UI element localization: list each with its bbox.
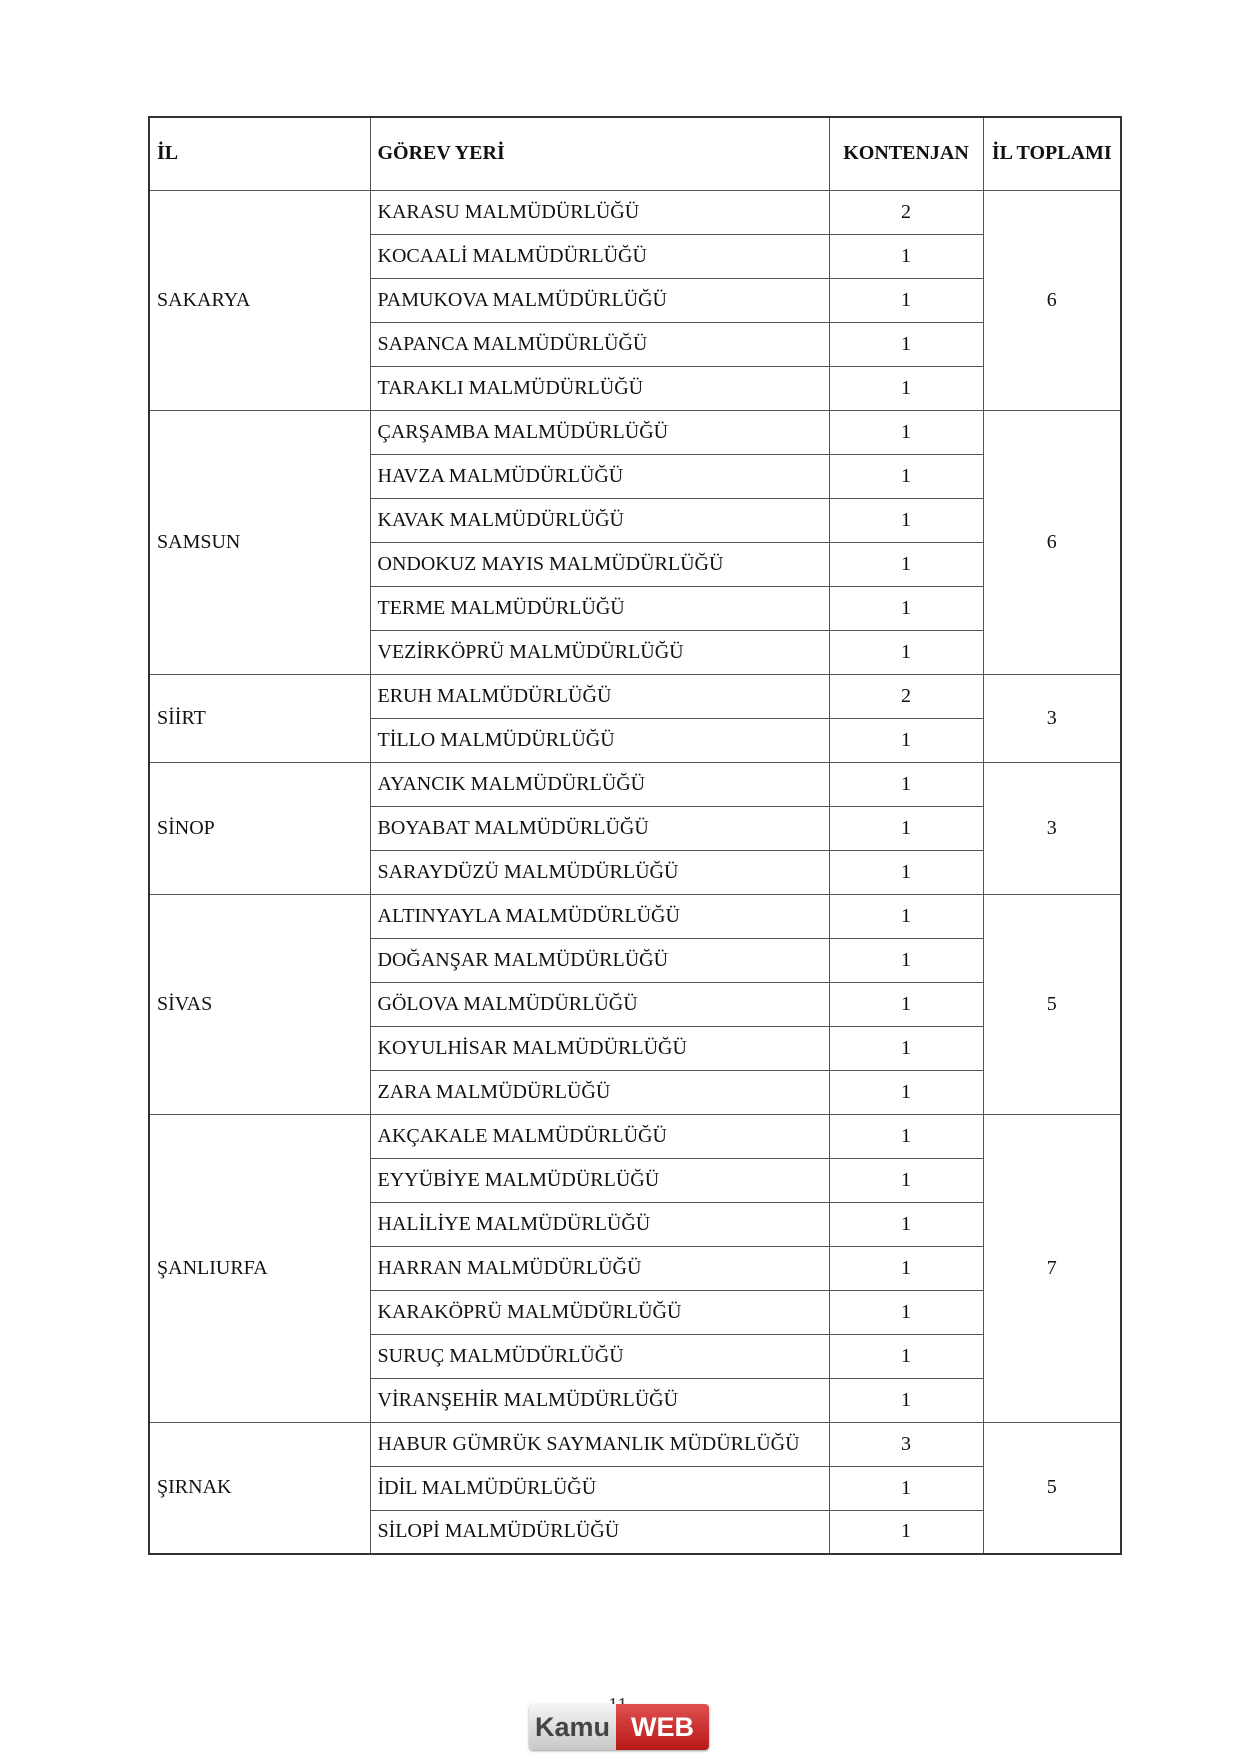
- duty-place: ZARA MALMÜDÜRLÜĞÜ: [370, 1070, 829, 1114]
- duty-place: VEZİRKÖPRÜ MALMÜDÜRLÜĞÜ: [370, 630, 829, 674]
- table-row: [149, 1114, 1121, 1158]
- duty-place: PAMUKOVA MALMÜDÜRLÜĞÜ: [370, 278, 829, 322]
- header-quota: KONTENJAN: [829, 117, 983, 190]
- duty-place: HARRAN MALMÜDÜRLÜĞÜ: [370, 1246, 829, 1290]
- table-header: [149, 117, 1121, 190]
- duty-place: VİRANŞEHİR MALMÜDÜRLÜĞÜ: [370, 1378, 829, 1422]
- duty-place: KOYULHİSAR MALMÜDÜRLÜĞÜ: [370, 1026, 829, 1070]
- quota-value: 1: [829, 1378, 983, 1422]
- quota-value: 1: [829, 454, 983, 498]
- duty-place: BOYABAT MALMÜDÜRLÜĞÜ: [370, 806, 829, 850]
- table-body: [149, 190, 1121, 1554]
- province-total: 3: [983, 674, 1121, 762]
- duty-place: DOĞANŞAR MALMÜDÜRLÜĞÜ: [370, 938, 829, 982]
- duty-place: TERME MALMÜDÜRLÜĞÜ: [370, 586, 829, 630]
- quota-value: 1: [829, 718, 983, 762]
- table-row: [149, 410, 1121, 454]
- quota-value: 1: [829, 1158, 983, 1202]
- duty-place: İDİL MALMÜDÜRLÜĞÜ: [370, 1466, 829, 1510]
- province-name: SİNOP: [149, 762, 370, 894]
- province-total: 7: [983, 1114, 1121, 1422]
- duty-place: AYANCIK MALMÜDÜRLÜĞÜ: [370, 762, 829, 806]
- quota-value: 1: [829, 938, 983, 982]
- quota-value: 1: [829, 1466, 983, 1510]
- quota-value: 1: [829, 542, 983, 586]
- quota-value: 1: [829, 498, 983, 542]
- province-total: 6: [983, 190, 1121, 410]
- province-total: 3: [983, 762, 1121, 894]
- duty-place: AKÇAKALE MALMÜDÜRLÜĞÜ: [370, 1114, 829, 1158]
- duty-place: ALTINYAYLA MALMÜDÜRLÜĞÜ: [370, 894, 829, 938]
- duty-place: EYYÜBİYE MALMÜDÜRLÜĞÜ: [370, 1158, 829, 1202]
- duty-place: HALİLİYE MALMÜDÜRLÜĞÜ: [370, 1202, 829, 1246]
- quota-value: 1: [829, 1290, 983, 1334]
- quota-value: 1: [829, 1026, 983, 1070]
- quota-value: 3: [829, 1422, 983, 1466]
- duty-place: ÇARŞAMBA MALMÜDÜRLÜĞÜ: [370, 410, 829, 454]
- table-row: [149, 1422, 1121, 1466]
- quota-value: 1: [829, 894, 983, 938]
- table-row: [149, 190, 1121, 234]
- quota-value: 1: [829, 762, 983, 806]
- quota-value: 1: [829, 586, 983, 630]
- quota-value: 1: [829, 1246, 983, 1290]
- duty-place: KOCAALİ MALMÜDÜRLÜĞÜ: [370, 234, 829, 278]
- duty-place: KARASU MALMÜDÜRLÜĞÜ: [370, 190, 829, 234]
- province-total: 5: [983, 1422, 1121, 1554]
- duty-place: HAVZA MALMÜDÜRLÜĞÜ: [370, 454, 829, 498]
- duty-place: ERUH MALMÜDÜRLÜĞÜ: [370, 674, 829, 718]
- header-place: GÖREV YERİ: [370, 117, 829, 190]
- quota-value: 1: [829, 850, 983, 894]
- header-province-total: İL TOPLAMI: [983, 117, 1121, 190]
- table-row: [149, 894, 1121, 938]
- quota-value: 1: [829, 322, 983, 366]
- quota-value: 1: [829, 1202, 983, 1246]
- quota-value: 1: [829, 278, 983, 322]
- province-total: 6: [983, 410, 1121, 674]
- quota-value: 1: [829, 234, 983, 278]
- duty-place: SURUÇ MALMÜDÜRLÜĞÜ: [370, 1334, 829, 1378]
- quota-value: 1: [829, 1070, 983, 1114]
- duty-place: KARAKÖPRÜ MALMÜDÜRLÜĞÜ: [370, 1290, 829, 1334]
- duty-place: TARAKLI MALMÜDÜRLÜĞÜ: [370, 366, 829, 410]
- duty-place: TİLLO MALMÜDÜRLÜĞÜ: [370, 718, 829, 762]
- province-name: SAMSUN: [149, 410, 370, 674]
- quota-value: 1: [829, 410, 983, 454]
- header-province: İL: [149, 117, 370, 190]
- province-name: SİİRT: [149, 674, 370, 762]
- duty-place: SARAYDÜZÜ MALMÜDÜRLÜĞÜ: [370, 850, 829, 894]
- quota-value: 2: [829, 674, 983, 718]
- duty-place: HABUR GÜMRÜK SAYMANLIK MÜDÜRLÜĞÜ: [370, 1422, 829, 1466]
- province-name: SAKARYA: [149, 190, 370, 410]
- quota-value: 2: [829, 190, 983, 234]
- logo-right-text: WEB: [616, 1704, 709, 1750]
- duty-place: GÖLOVA MALMÜDÜRLÜĞÜ: [370, 982, 829, 1026]
- province-total: 5: [983, 894, 1121, 1114]
- logo-left-text: Kamu: [529, 1704, 616, 1750]
- quota-value: 1: [829, 806, 983, 850]
- quota-value: 1: [829, 366, 983, 410]
- table-row: [149, 762, 1121, 806]
- quota-table: [148, 116, 1122, 1555]
- duty-place: ONDOKUZ MAYIS MALMÜDÜRLÜĞÜ: [370, 542, 829, 586]
- province-name: ŞANLIURFA: [149, 1114, 370, 1422]
- quota-value: 1: [829, 1334, 983, 1378]
- duty-place: SAPANCA MALMÜDÜRLÜĞÜ: [370, 322, 829, 366]
- table-row: [149, 674, 1121, 718]
- province-name: SİVAS: [149, 894, 370, 1114]
- quota-value: 1: [829, 1114, 983, 1158]
- province-name: ŞIRNAK: [149, 1422, 370, 1554]
- quota-value: 1: [829, 1510, 983, 1554]
- quota-value: 1: [829, 630, 983, 674]
- duty-place: SİLOPİ MALMÜDÜRLÜĞÜ: [370, 1510, 829, 1554]
- duty-place: KAVAK MALMÜDÜRLÜĞÜ: [370, 498, 829, 542]
- kamuweb-logo: [529, 1704, 709, 1750]
- quota-value: 1: [829, 982, 983, 1026]
